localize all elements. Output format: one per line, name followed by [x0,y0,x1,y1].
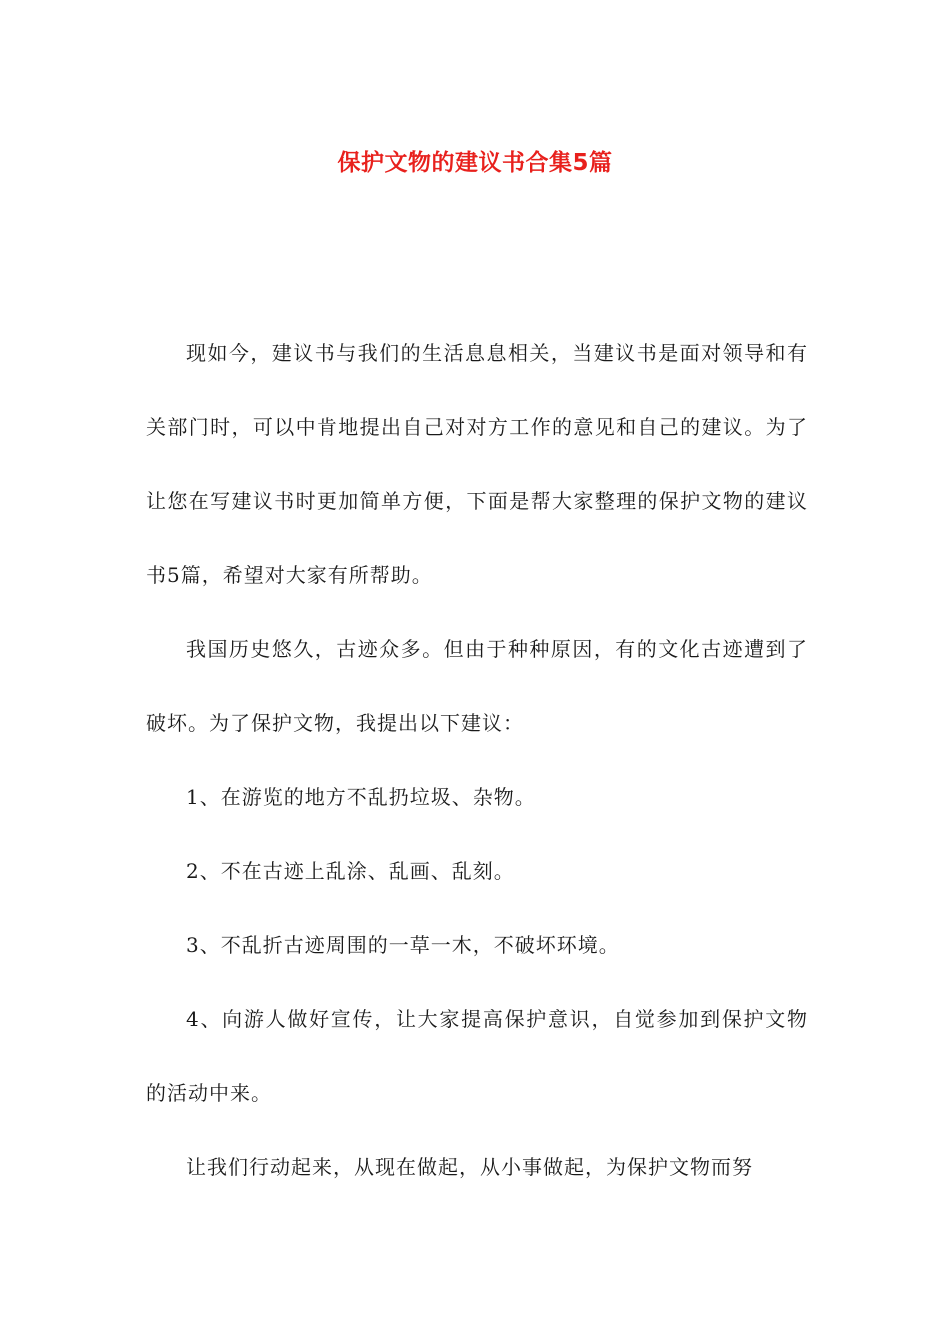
paragraph-background: 我国历史悠久，古迹众多。但由于种种原因，有的文化古迹遭到了破坏。为了保护文物，我提出以下建议： [146,637,808,735]
paragraph-call-to-action: 让我们行动起来，从现在做起，从小事做起，为保护文物而努 [186,1155,753,1179]
suggestion-item-4: 4、向游人做好宣传，让大家提高保护意识，自觉参加到保护文物的活动中来。 [146,1007,808,1105]
document-title: 保护文物的建议书合集5篇 [337,150,613,177]
suggestion-item-3: 3、不乱折古迹周围的一草一木，不破坏环境。 [186,933,620,957]
suggestion-item-2: 2、不在古迹上乱涂、乱画、乱刻。 [186,859,515,883]
document-body [146,316,808,1204]
suggestion-item-1: 1、在游览的地方不乱扔垃圾、杂物。 [186,785,536,809]
paragraph-intro: 现如今，建议书与我们的生活息息相关，当建议书是面对领导和有关部门时，可以中肯地提出自己对对方工作的意见和自己的建议。为了让您在写建议书时更加简单方便，下面是帮大家整理的保护文物的建议书5篇，希望对大家有所帮助。 [146,341,808,587]
